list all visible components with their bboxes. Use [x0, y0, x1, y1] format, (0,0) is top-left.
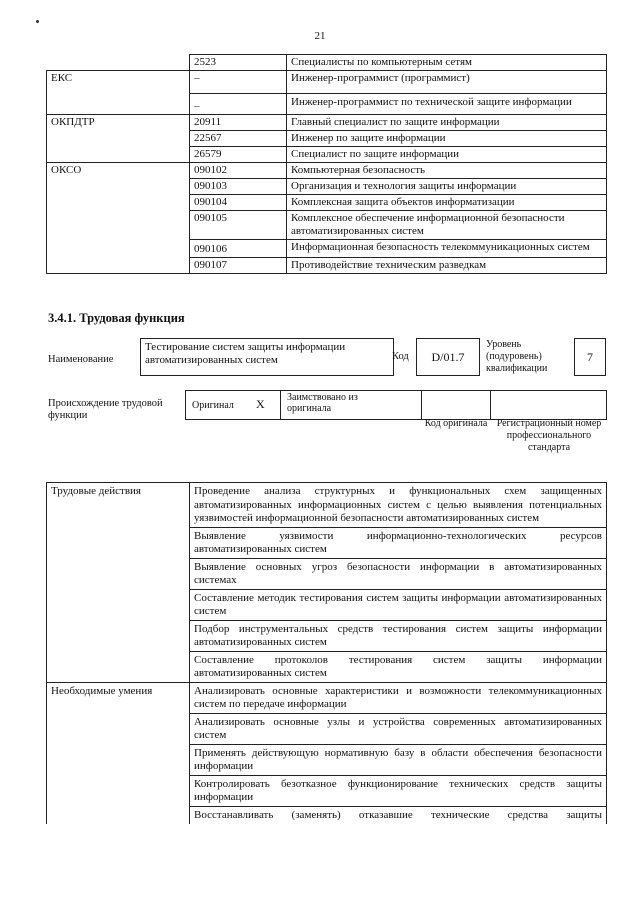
borrowed-box	[280, 390, 422, 420]
table-row	[47, 71, 607, 94]
title-cell: Противодействие техническим разведкам	[287, 258, 607, 274]
title-cell: Инженер по защите информации	[287, 131, 607, 147]
labor-action-item: Составление методик тестирования систем защиты информации автоматизированных систем	[190, 589, 607, 620]
labor-action-item: Проведение анализа структурных и функциональных схем защищенных автоматизированных информационных систем с целью выявления потенциальных уязвимостей информационной безопасности автоматизированных систем	[190, 483, 607, 528]
section-title: 3.4.1. Трудовая функция	[48, 311, 185, 325]
code-cell: 2523	[190, 55, 287, 71]
code-cell: 20911	[190, 115, 287, 131]
skill-item: Применять действующую нормативную базу в области обеспечения безопасности информации	[190, 744, 607, 775]
level-label: Уровень (подуровень) квалификации	[486, 339, 548, 374]
code-cell: 090103	[190, 179, 287, 195]
table-row	[47, 55, 607, 71]
labor-action-item: Выявление основных угроз безопасности информации в автоматизированных системах	[190, 558, 607, 589]
skills-label: Необходимые умения	[47, 682, 190, 824]
group-cell: ОКСО	[47, 163, 190, 274]
labor-action-item: Подбор инструментальных средств тестирования систем защиты информации автоматизированных систем	[190, 620, 607, 651]
table-row	[47, 163, 607, 179]
code-label: Код	[392, 351, 409, 362]
original-box	[185, 390, 281, 420]
origin-code-box	[421, 390, 491, 420]
original-label: Оригинал	[192, 400, 234, 411]
origin-code-caption: Код оригинала	[424, 418, 488, 429]
group-cell	[47, 55, 190, 71]
labor-action-item: Составление протоколов тестирования систем защиты информации автоматизированных систем	[190, 651, 607, 682]
title-cell: Инженер-программист по технической защите информации	[287, 94, 607, 115]
original-mark: X	[256, 397, 265, 411]
labor-action-item: Выявление уязвимости информационно-технологических ресурсов автоматизированных систем	[190, 527, 607, 558]
code-cell: 26579	[190, 147, 287, 163]
title-cell: Инженер-программист (программист)	[287, 71, 607, 94]
title-cell: Главный специалист по защите информации	[287, 115, 607, 131]
table-row	[47, 115, 607, 131]
skill-item: Восстанавливать (заменять) отказавшие технические средства защиты	[190, 806, 607, 824]
registration-caption: Регистрационный номер профессионального стандарта	[496, 418, 602, 453]
title-cell: Специалист по защите информации	[287, 147, 607, 163]
function-name-box: Тестирование систем защиты информации автоматизированных систем	[140, 338, 394, 376]
origin-label: Происхождение трудовой функции	[48, 398, 163, 421]
borrowed-label: Заимствовано из оригинала	[287, 392, 358, 414]
skill-item: Контролировать безотказное функционирование технических средств защиты информации	[190, 775, 607, 806]
table-row	[47, 483, 607, 528]
labor-actions-label: Трудовые действия	[47, 483, 190, 683]
code-cell: 090107	[190, 258, 287, 274]
skill-item: Анализировать основные узлы и устройства современных автоматизированных систем	[190, 713, 607, 744]
name-label: Наименование	[48, 354, 114, 365]
title-cell: Комплексное обеспечение информационной безопасности автоматизированных систем	[287, 211, 607, 240]
title-cell: Компьютерная безопасность	[287, 163, 607, 179]
labor-functions-table	[46, 482, 607, 824]
level-value-box: 7	[574, 338, 606, 376]
code-cell: 090106	[190, 240, 287, 258]
group-cell: ОКПДТР	[47, 115, 190, 163]
code-cell: 090104	[190, 195, 287, 211]
code-cell: 090102	[190, 163, 287, 179]
skill-item: Анализировать основные характеристики и возможности телекоммуникационных систем по передаче информации	[190, 682, 607, 713]
code-cell: –	[190, 71, 287, 94]
classification-codes-table	[46, 54, 607, 274]
title-cell: Информационная безопасность телекоммуникационных систем	[287, 240, 607, 258]
margin-dot	[36, 20, 39, 23]
code-cell: 22567	[190, 131, 287, 147]
title-cell: Специалисты по компьютерным сетям	[287, 55, 607, 71]
page-number: 21	[314, 30, 326, 42]
function-code-box: D/01.7	[416, 338, 480, 376]
title-cell: Комплексная защита объектов информатизации	[287, 195, 607, 211]
code-cell: –	[190, 94, 287, 115]
registration-number-box	[490, 390, 607, 420]
title-cell: Организация и технология защиты информации	[287, 179, 607, 195]
table-row	[47, 682, 607, 713]
code-cell: 090105	[190, 211, 287, 240]
group-cell: ЕКС	[47, 71, 190, 115]
